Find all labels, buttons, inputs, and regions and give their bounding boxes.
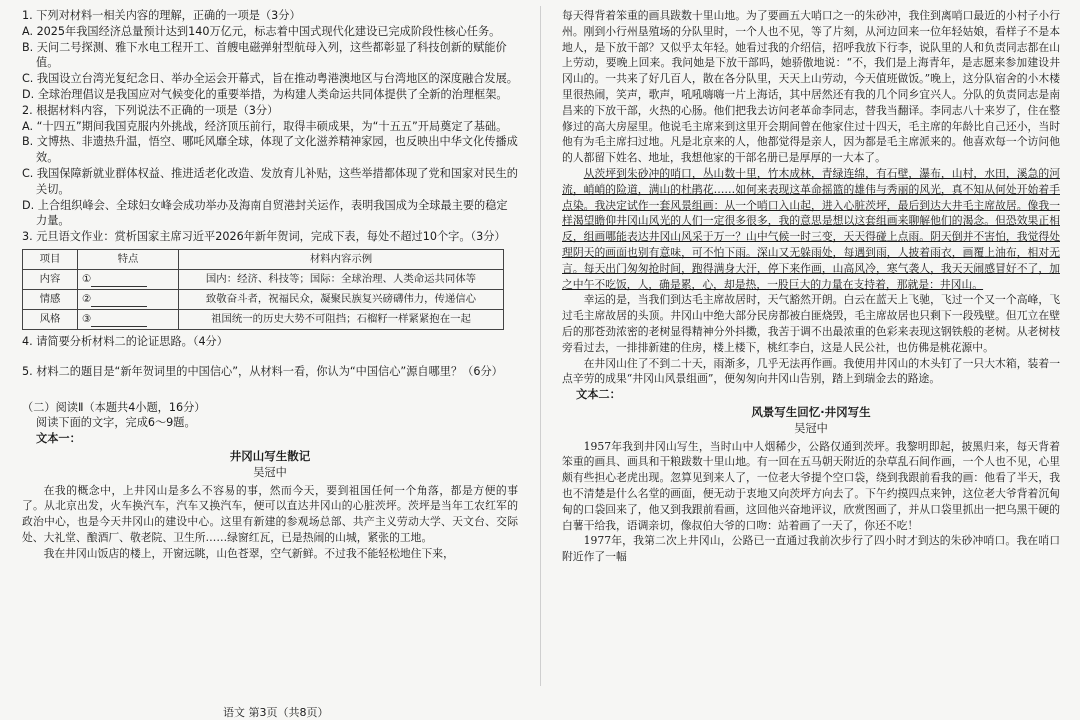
question-3: 3. 元旦语文作业：赏析国家主席习近平2026年新年贺词，完成下表，每处不超过10个字。（3分） — [22, 230, 506, 244]
left-column — [22, 8, 518, 688]
text1-paragraph: 在我的概念中，上井冈山是多么不容易的事，然而今天，要到祖国任何一个角落，都是方便的事了。从北京出发，火车换汽车，汽车又换汽车，便可以直达井冈山的心脏茨坪。茨坪是当年工农红军的政治中心，也是今天井冈山的建设中心。这里有新建的参观场总部、共产主义劳动大学、天文台、交际处、大礼堂、酿酒厂、敬老院、卫生所……绿窗红瓦，已是热闹的山城，紧张的工地。 — [22, 483, 518, 544]
q1-option-a: A. 2025年我国经济总量预计达到140万亿元，标志着中国式现代化建设已完成阶段性核心任务。 — [22, 24, 501, 38]
page-number: 语文 第3页（共8页） — [223, 706, 329, 719]
answer-blank-line — [91, 315, 147, 327]
table-header-row — [23, 249, 504, 269]
answer-space — [22, 350, 518, 364]
table-cell-blank[interactable] — [78, 289, 179, 309]
q1-option-b: B. 天问二号探测、雅下水电工程开工、首艘电磁弹射型航母入列，这些都彰显了科技创新的赋能价值。 — [22, 40, 507, 70]
material-table — [22, 249, 504, 330]
text2-paragraph: 1957年我到井冈山写生，当时山中人烟稀少，公路仅通到茨坪。我黎明即起，披黑归来，每天背着笨重的画具、画具和干粮跋数十里山地。有一回在五马朝天附近的杂草乱石间作画，一个人也不见，心里颇有些担心老虎出现。忽算见到来人了，一位老大爷提个空口袋，绕到我跟前看我的画：他看了半天，我也不清楚是什么名堂的画面，便无动于衷地又向茨坪方向去了。下午约摸四点来钟，这位老大爷背着沉甸甸的口袋回来了，他又到我跟前看画，这回他兴奋地评议，欣赏图画了，并从口袋里抓出一把乌黑干硬的白薯干给我，语调亲切，像叔伯大爷的口吻：站着画了一天了，你还不吃！ — [562, 439, 1060, 532]
blank-number: ② — [82, 292, 92, 305]
q1-option-d: D. 全球治理倡议是我国应对气候变化的重要举措，为构建人类命运共同体提供了全新的治理框架。 — [22, 87, 508, 101]
table-row — [23, 289, 504, 309]
section-intro: 阅读下面的文字，完成6～9题。 — [36, 416, 196, 430]
blank-number: ③ — [82, 312, 92, 325]
text1-label: 文本一： — [36, 432, 81, 446]
text2-paragraph: 1977年，我第二次上井冈山，公路已一直通过我前次步行了四小时才到达的朱砂冲哨口。我在哨口附近作了一幅 — [562, 534, 1060, 564]
table-cell-blank[interactable] — [78, 309, 179, 329]
text2-author: 吴冠中 — [794, 421, 828, 435]
table-cell-item: 情感 — [23, 289, 78, 309]
column-divider — [540, 6, 541, 686]
table-row — [23, 309, 504, 329]
text1-title: 井冈山写生散记 — [229, 448, 311, 463]
text1-paragraph: 我在井冈山饭店的楼上，开窗远眺，山色苍翠，空气新鲜。不过我不能轻松地住下来， — [43, 546, 454, 560]
q1-option-c: C. 我国设立台湾光复纪念日、举办全运会开幕式，旨在推动粤港澳地区与台湾地区的深度融合发展。 — [22, 72, 518, 86]
table-row — [23, 269, 504, 289]
text2-title: 风景写生回忆·井冈写生 — [751, 404, 871, 419]
table-cell-blank[interactable] — [78, 269, 179, 289]
table-cell-example: 致敬奋斗者，祝福民众，凝聚民族复兴磅礴伟力，传递信心 — [179, 289, 504, 309]
question-1: 1. 下列对材料一相关内容的理解，正确的一项是（3分） — [22, 9, 301, 22]
question-4: 4. 请简要分析材料二的论证思路。（4分） — [22, 334, 228, 348]
q2-option-b: B. 文博热、非遗热升温，悟空、哪吒风靡全球，体现了文化滋养精神家园，也反映出中华文化传播成效。 — [22, 135, 518, 165]
answer-blank-line — [91, 295, 147, 307]
text1-paragraph: 在井冈山住了不到二十天，雨渐多，几乎无法再作画。我使用井冈山的木头钉了一只大木箱，装着一点辛劳的成果“井冈山风景组画”，便匆匆向井冈山告别，踏上到瑞金去的路途。 — [562, 356, 1060, 386]
answer-space — [22, 380, 518, 394]
table-cell-item: 内容 — [23, 269, 78, 289]
blank-number: ① — [82, 272, 92, 285]
section-heading: （二）阅读Ⅱ（本题共4小题，16分） — [22, 400, 206, 414]
question-2: 2. 根据材料内容，下列说法不正确的一项是（3分） — [22, 103, 279, 117]
table-header: 特点 — [78, 249, 179, 269]
text1-author: 吴冠中 — [253, 465, 287, 479]
table-cell-example: 祖国统一的历史大势不可阻挡；石榴籽一样紧紧抱在一起 — [179, 309, 504, 329]
question-5: 5. 材料二的题目是“新年贺词里的中国信心”，从材料一看，你认为“中国信心”源自哪里？（6分） — [22, 364, 503, 378]
table-header: 项目 — [23, 249, 78, 269]
q2-option-a: A. “十四五”期间我国克服内外挑战，经济顶压前行，取得丰硕成果，为“十五五”开局奠定了基础。 — [22, 119, 508, 133]
table-cell-example: 国内：经济、科技等；国际：全球治理、人类命运共同体等 — [179, 269, 504, 289]
right-column — [562, 8, 1060, 688]
text1-paragraph-underlined: 从茨坪到朱砂冲的哨口，丛山数十里，竹木成林，青绿连绵，有石壁，瀑布，山村，水田，溪急的河流，峭峭的险道，满山的杜鹃花……如何来表现这革命摇篮的雄伟与秀丽的风光，真不知从何处开始着手点染。我决定试作一套风景组画：从一个哨口入山起，进入心脏茨坪，最后到达大井毛主席故居。像我一样渴望瞻仰井冈山风光的人们一定很多很多，我的意思是想以这套组画来聊解他们的渴念。但恐效果正相反，组画哪能表达井冈山风采于万一？山中气候一时三变，天天得碰上点雨。阴天倒并不害怕，我觉得处理阴天的画面也别有意味，可不怕下雨。深山又无躲雨处，每遇到雨，人披着雨衣，画覆上油布，相对无言。每天出门匆匆抢时间，跑得满身大汗，停下来作画，山高风冷，寒气袭人，我天天闹感冒好不了，加之中午不吃饭，人，确是累，心，却是热，一股巨大的力量在支持着，那就是：井冈山。 — [562, 166, 1060, 291]
q2-option-c: C. 我国保障新就业群体权益、推进适老化改造、发放育儿补贴，这些举措都体现了党和国家对民生的关切。 — [22, 166, 518, 196]
text1-paragraph: 幸运的是，当我们到达毛主席故居时，天气豁然开朗。白云在蓝天上飞驰，飞过一个又一个高峰，飞过毛主席故居的头顶。井冈山中绝大部分民房都被白匪烧毁，毛主席故居也只剩下一段残壁。但兀立在壁后的那苍劲浓密的老树显得精神分外抖擞，我苦于调不出最浓重的色彩来表现这钢铁般的老树。从老树枝旁看过去，一排排新建的住房，楼上楼下，桃红李白，这是人民公社，也仿佛是桃花源中。 — [562, 293, 1060, 354]
text2-label: 文本二： — [576, 388, 621, 402]
table-header: 材料内容示例 — [179, 249, 504, 269]
table-cell-item: 风格 — [23, 309, 78, 329]
text1-paragraph: 每天得背着笨重的画具跋数十里山地。为了要画五大哨口之一的朱砂冲，我住到离哨口最近的小村子小行州。刚到小行州垦殖场的分队里时，一个人也不见，等了片刻，从河边回来一位年轻姑娘，看样子不是本地人，是下放干部？又似乎太年轻。她看过我的介绍信，招呼我放下行李，说队里的人和负责同志都在山上劳动，要晚上回来。我问她是下放干部吗，她骄傲地说：“不，我们是上海青年，是志愿来参加建设井冈山的。一共来了好几百人，散在各分队里，天天上山劳动，今天值班做饭。”晚上，这分队宿舍的小木楼里很热闹，笑声，歌声，吼吼嗨嗨一片上海话，其中居然还有我的几个同乡宜兴人。分队的负责同志是南昌来的下放干部，火热的心肠。他们把我去访问老革命李同志，替我当翻译。李同志八十来岁了，住在整修过的高大房屋里。他说毛主席来到这里开会期间曾在他家住过十四天，毛主席的年龄比自己还小，当时他有为毛主席扫过地。凡是北京来的人，他都觉得是亲人，因为都是毛主席派来的。他喜欢每一个访问他的人都留下姓名、地址，我想他家的干部名册已是厚厚的一大本了。 — [562, 9, 1060, 165]
answer-blank-line — [91, 275, 147, 287]
q2-option-d: D. 上合组织峰会、全球妇女峰会成功举办及海南自贸港封关运作，表明我国成为全球最主要的稳定力量。 — [22, 198, 508, 228]
